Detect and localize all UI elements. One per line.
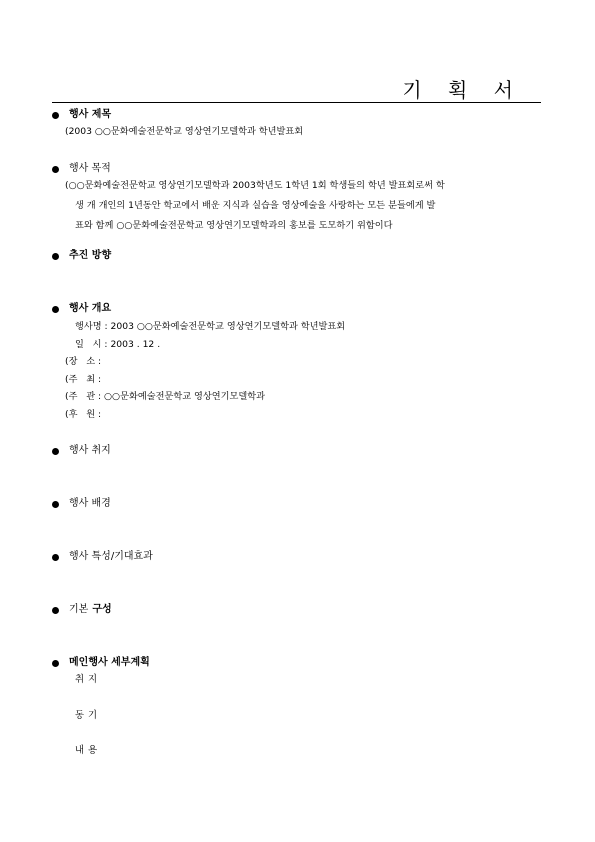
overview-date: 일 시 : 2003 . 12 .: [75, 339, 161, 350]
section-overview: [52, 302, 111, 316]
main-event-item-content: 내용: [75, 745, 102, 756]
section-main-event: [52, 656, 150, 670]
section-heading: 행사 특성/기대효과: [69, 551, 153, 562]
overview-place: (장 소 :: [65, 356, 102, 367]
section-heading: 행사 배경: [69, 498, 111, 509]
section-background: [52, 497, 111, 511]
section-heading-bold: 구성: [92, 604, 112, 615]
main-event-item-motive: 동기: [75, 710, 102, 721]
bullet-icon: [52, 306, 59, 313]
section-event-purpose: [52, 162, 111, 176]
overview-host: (주 최 :: [65, 374, 102, 385]
section-heading: 행사 취지: [69, 445, 111, 456]
purpose-line-3: 표와 함께 ○○문화예술전문학교 영상연기모델학과의 홍보를 도모하기 위함이다: [75, 220, 393, 231]
bullet-icon: [52, 501, 59, 508]
section-heading: 행사 제목: [69, 109, 112, 120]
section-event-title: [52, 108, 111, 122]
section-direction: [52, 249, 111, 263]
section-heading: 행사 목적: [69, 163, 111, 174]
section-heading: 행사 개요: [69, 303, 112, 314]
document-title: 기 획 서: [402, 78, 523, 102]
overview-sponsor: (후 원 :: [65, 409, 102, 420]
section-heading-plain: 기본: [69, 604, 89, 615]
main-event-item-intent: 취지: [75, 674, 102, 685]
overview-event-name: 행사명 : 2003 ○○문화예술전문학교 영상연기모델학과 학년발표회: [75, 321, 346, 332]
purpose-line-1: (○○문화예술전문학교 영상연기모델학과 2003학년도 1학년 1회 학생들의 학년 발표회로써 학: [65, 180, 445, 191]
section-composition: [52, 603, 112, 617]
bullet-icon: [52, 660, 59, 667]
overview-organizer: (주 관 : ○○문화예술전문학교 영상연기모델학과: [65, 391, 265, 402]
event-title-text: (2003 ○○문화예술전문학교 영상연기모델학과 학년발표회: [65, 126, 304, 137]
bullet-icon: [52, 166, 59, 173]
section-heading: 메인행사 세부계획: [69, 657, 150, 668]
section-intent: [52, 444, 111, 458]
purpose-line-2: 생 개 개인의 1년동안 학교에서 배운 지식과 실습을 영상예술을 사랑하는 모든 분들에게 발: [75, 200, 436, 211]
event-purpose-text: [65, 176, 540, 236]
title-underline: [52, 102, 541, 103]
section-features: [52, 550, 153, 564]
bullet-icon: [52, 448, 59, 455]
bullet-icon: [52, 253, 59, 260]
bullet-icon: [52, 554, 59, 561]
bullet-icon: [52, 112, 59, 119]
bullet-icon: [52, 607, 59, 614]
section-heading: 추진 방향: [69, 250, 112, 261]
